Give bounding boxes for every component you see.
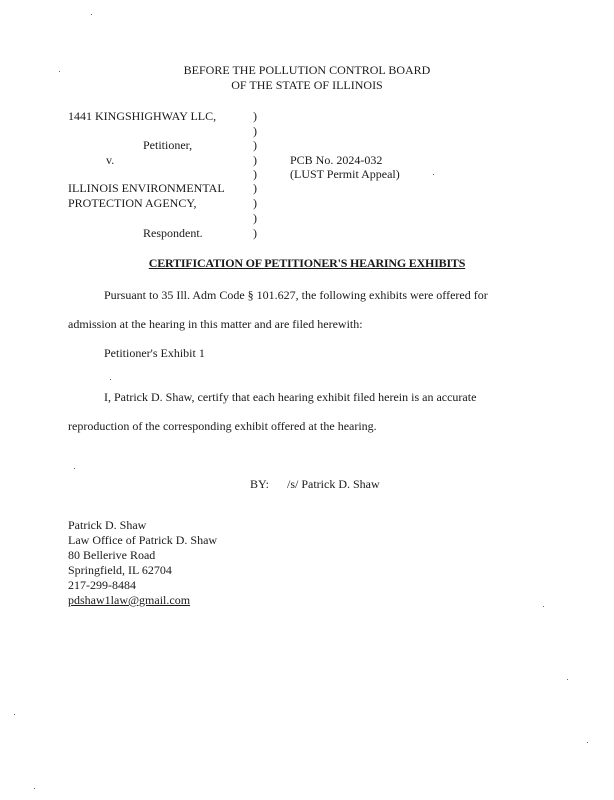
board-name: BEFORE THE POLLUTION CONTROL BOARD <box>183 63 431 77</box>
body-para2-line2: reproduction of the corresponding exhibit offered at the hearing. <box>68 419 377 433</box>
contact-name: Patrick D. Shaw <box>68 518 147 532</box>
scan-speck <box>543 606 544 607</box>
scan-speck <box>567 679 568 680</box>
petitioner-role: Petitioner, <box>143 138 193 152</box>
respondent-name-line2: PROTECTION AGENCY, <box>68 196 197 210</box>
respondent-name-line1: ILLINOIS ENVIRONMENTAL <box>68 181 225 195</box>
contact-email[interactable]: pdshaw1law@gmail.com <box>68 593 191 607</box>
caption-paren: ) <box>253 167 257 181</box>
caption-paren: ) <box>253 124 257 138</box>
versus: v. <box>106 153 115 167</box>
caption-paren: ) <box>253 181 257 195</box>
contact-street: 80 Bellerive Road <box>68 548 156 562</box>
caption-paren: ) <box>253 226 257 240</box>
signature-by-label: BY: <box>250 477 269 491</box>
contact-phone: 217-299-8484 <box>68 578 136 592</box>
signature-text: /s/ Patrick D. Shaw <box>287 477 380 491</box>
scan-speck <box>91 14 92 15</box>
contact-firm: Law Office of Patrick D. Shaw <box>68 533 218 547</box>
petitioner-name: 1441 KINGSHIGHWAY LLC, <box>68 109 217 123</box>
scan-speck <box>587 742 588 743</box>
body-para1-line1: Pursuant to 35 Ill. Adm Code § 101.627, the following exhibits were offered for <box>104 288 488 302</box>
respondent-role: Respondent. <box>143 226 203 240</box>
caption-paren: ) <box>253 138 257 152</box>
scan-speck <box>110 379 111 380</box>
body-para1-line2: admission at the hearing in this matter and are filed herewith: <box>68 317 363 331</box>
state-name: OF THE STATE OF ILLINOIS <box>231 78 383 92</box>
caption-paren: ) <box>253 196 257 210</box>
scan-speck <box>34 788 35 789</box>
caption-paren: ) <box>253 211 257 225</box>
body-para2-line1: I, Patrick D. Shaw, certify that each hearing exhibit filed herein is an accurate <box>104 390 477 404</box>
caption-paren: ) <box>253 153 257 167</box>
document-title: CERTIFICATION OF PETITIONER'S HEARING EXHIBITS <box>148 256 466 270</box>
exhibit-list-item: Petitioner's Exhibit 1 <box>104 346 205 360</box>
scan-speck <box>433 174 434 175</box>
case-type: (LUST Permit Appeal) <box>290 167 400 181</box>
caption-paren: ) <box>253 109 257 123</box>
scan-speck <box>74 468 75 469</box>
case-number: PCB No. 2024-032 <box>290 153 383 167</box>
scan-speck <box>14 714 15 715</box>
contact-city: Springfield, IL 62704 <box>68 563 172 577</box>
scan-speck <box>59 71 60 72</box>
